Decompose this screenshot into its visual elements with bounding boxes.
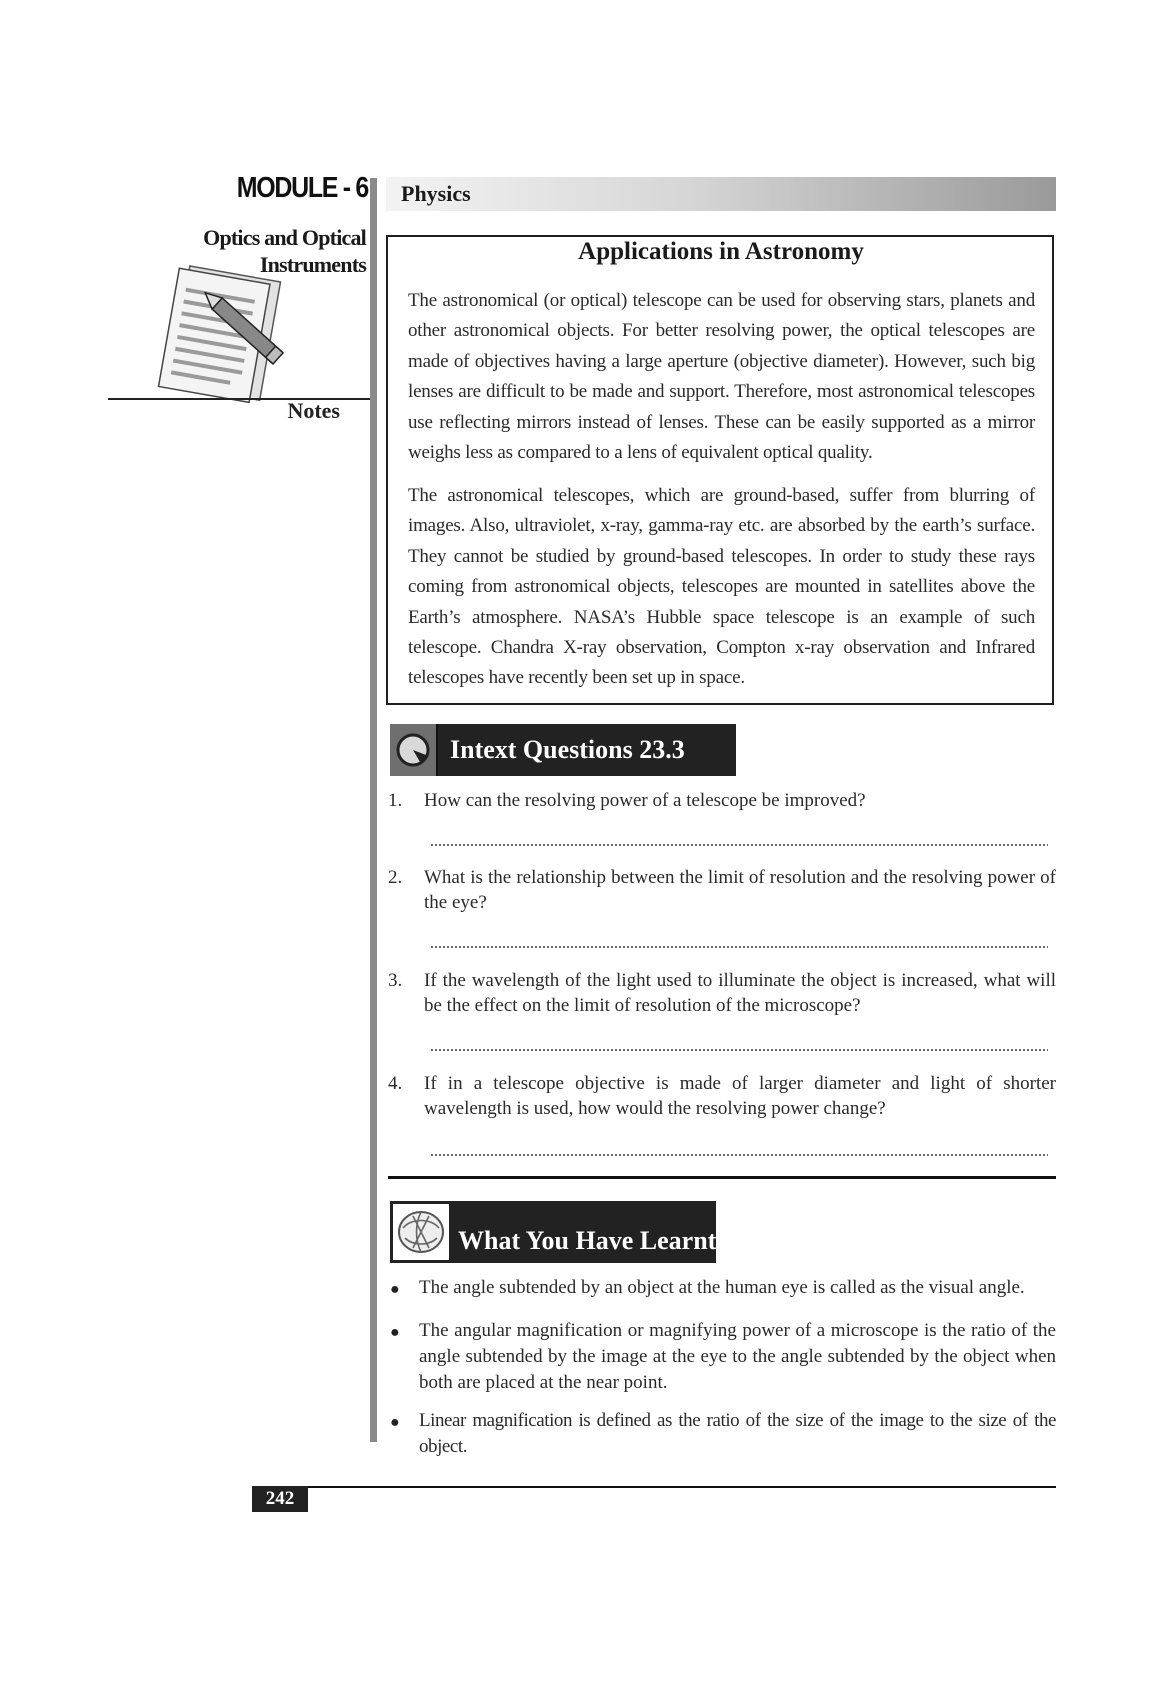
header-band xyxy=(386,177,1056,211)
question-number: 4. xyxy=(388,1073,403,1094)
question-text: What is the relationship between the limit of resolution and the resolving power of the eye? xyxy=(424,867,1056,913)
answer-line xyxy=(430,1154,1048,1156)
bullet-icon: ● xyxy=(390,1281,400,1298)
astronomy-paragraph: The astronomical telescopes, which are ground-based, suffer from blurring of images. Also, ultraviolet, x-ray, gamma-ray etc. are absorbed by the earth’s surface. They cannot be studied by ground-based telescopes. In order to study these rays coming from astronomical objects, telescopes are mounted in satellites above the Earth’s atmosphere. NASA’s Hubble space telescope is an example of such telescope. Chandra X-ray observation, Compton x-ray observation and Infrared telescopes have recently been set up in space. xyxy=(408,485,1035,689)
page-number: 242 xyxy=(265,1488,295,1509)
bullet-icon: ● xyxy=(390,1324,400,1341)
footer-rule xyxy=(252,1486,1056,1488)
answer-line xyxy=(430,1049,1048,1051)
question-text: How can the resolving power of a telescope be improved? xyxy=(424,790,866,811)
learnt-item: Linear magnification is defined as the ratio of the size of the image to the size of the object. xyxy=(419,1410,1056,1457)
question-text: If in a telescope objective is made of larger diameter and light of shorter wavelength is used, how would the resolving power change? xyxy=(424,1073,1056,1119)
magnifier-icon xyxy=(390,724,438,776)
question-text: If the wavelength of the light used to illuminate the object is increased, what will be the effect on the limit of resolution of the microscope? xyxy=(424,970,1056,1016)
bullet-icon: ● xyxy=(390,1414,400,1431)
astronomy-title: Applications in Astronomy xyxy=(578,238,864,265)
margin-divider xyxy=(370,178,377,1442)
notes-label: Notes xyxy=(287,398,340,423)
section-divider xyxy=(388,1176,1056,1179)
notepad-pencil-icon xyxy=(138,262,298,412)
header-subject: Physics xyxy=(401,181,471,206)
question-number: 2. xyxy=(388,867,403,888)
intext-title: Intext Questions 23.3 xyxy=(450,735,685,764)
learnt-title: What You Have Learnt xyxy=(458,1226,717,1255)
brain-sketch-icon xyxy=(390,1201,452,1263)
module-subtitle: Optics and Optical Instruments xyxy=(203,225,366,277)
module-label: MODULE - 6 xyxy=(236,172,368,204)
question-number: 3. xyxy=(388,970,403,991)
learnt-item: The angle subtended by an object at the human eye is called as the visual angle. xyxy=(419,1277,1025,1298)
answer-line xyxy=(430,946,1048,948)
answer-line xyxy=(430,844,1048,846)
astronomy-paragraph: The astronomical (or optical) telescope can be used for observing stars, planets and other astronomical objects. For better resolving power, the optical telescopes are made of objectives having a large aperture (objective diameter). However, such big lenses are difficult to be made and support. Therefore, most astronomical telescopes use reflecting mirrors instead of lenses. These can be easily supported as a mirror weighs less as compared to a lens of equivalent optical quality. xyxy=(408,290,1035,464)
learnt-item: The angular magnification or magnifying power of a microscope is the ratio of the angle subtended by the image at the eye to the angle subtended by the object when both are placed at the near point. xyxy=(419,1320,1056,1393)
question-number: 1. xyxy=(388,790,403,811)
